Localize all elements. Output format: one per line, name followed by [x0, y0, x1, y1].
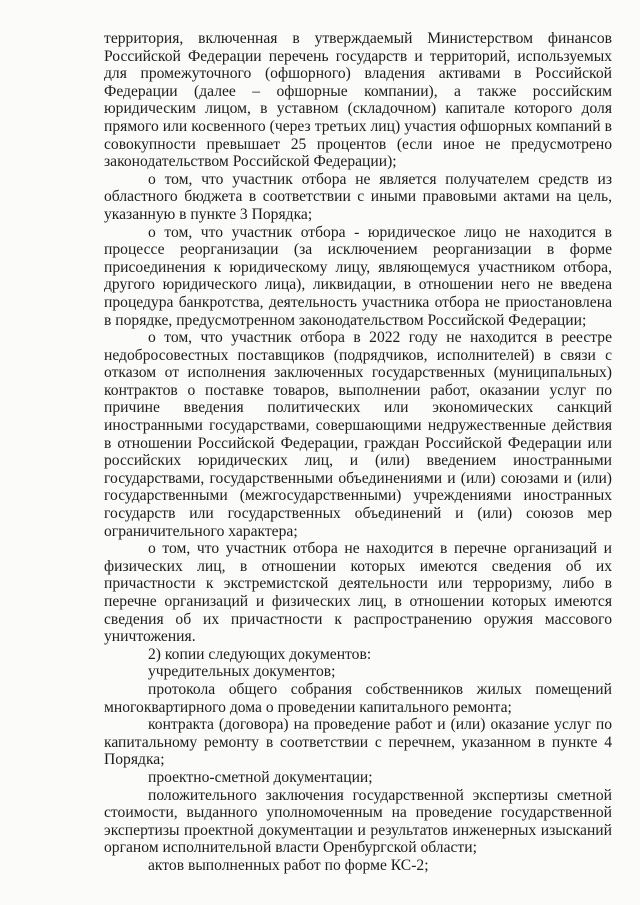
list-item-contract: контракта (договора) на проведение работ и (или) оказание услуг по капитальному ремонту в соответствии с перечнем, указанном в пункте 4 Порядка;	[104, 716, 612, 769]
paragraph-not-budget-recipient: о том, что участник отбора не является получателем средств из областного бюджета в соответствии с иными правовыми актами на цель, указанную в пункте 3 Порядка;	[104, 170, 612, 223]
paragraph-not-extremism-list: о том, что участник отбора не находится в перечне организаций и физических лиц, в отношении которых имеются сведения об их причастности к экстремистской деятельности или терроризму, либо в перечне организаций и физических лиц, в отношении которых имеются сведения об их причастности к распространению оружия массового уничтожения.	[104, 540, 612, 646]
paragraph-not-unfair-suppliers: о том, что участник отбора в 2022 году не находится в реестре недобросовестных поставщиков (подрядчиков, исполнителей) в связи с отказом от исполнения заключенных государственных (муниципальных) контрактов о поставке товаров, выполнении работ, оказании услуг по причине введения политических или экономических санкций иностранными государствами, совершающими недружественные действия в отношении Российской Федерации, граждан Российской Федерации или российских юридических лиц, и (или) введением иностранными государствами, государственными объединениями и (или) союзами и (или) государственными (межгосударственными) учреждениями иностранных государств или государственных объединений и (или) союзов мер ограничительного характера;	[104, 329, 612, 540]
paragraph-document-copies-heading: 2) копии следующих документов:	[148, 645, 372, 663]
paragraph-not-reorganization: о том, что участник отбора - юридическое лицо не находится в процессе реорганизации (за исключением реорганизации в форме присоединения к юридическому лицу, являющемуся участником отбора, другого юридического лица), ликвидации, в отношении него не введена процедура банкротства, деятельность участника отбора не приостановлена в порядке, предусмотренном законодательством Российской Федерации;	[104, 223, 612, 329]
list-item-meeting-protocol: протокола общего собрания собственников жилых помещений многоквартирного дома о проведении капитального ремонта;	[104, 680, 612, 716]
paragraph-offshore-definition: территория, включенная в утверждаемый Министерством финансов Российской Федерации перечень государств и территорий, используемых для промежуточного (офшорного) владения активами в Российской Федерации (далее – офшорные компании), а также российским юридическим лицом, в уставном (складочном) капитале которого доля прямого или косвенного (через третьих лиц) участия офшорных компаний в совокупности превышает 25 процентов (если иное не предусмотрено законодательством Российской Федерации);	[104, 30, 612, 171]
list-item-ks2-acts: актов выполненных работ по форме КС-2;	[148, 856, 429, 874]
list-item-design-estimate: проектно-сметной документации;	[148, 768, 373, 786]
list-item-expert-conclusion: положительного заключения государственной экспертизы сметной стоимости, выданного уполномоченным на проведение государственной экспертизы проектной документации и результатов инженерных изысканий органом исполнительной власти Оренбургской области;	[104, 786, 612, 857]
list-item-founding-documents: учредительных документов;	[148, 663, 336, 681]
